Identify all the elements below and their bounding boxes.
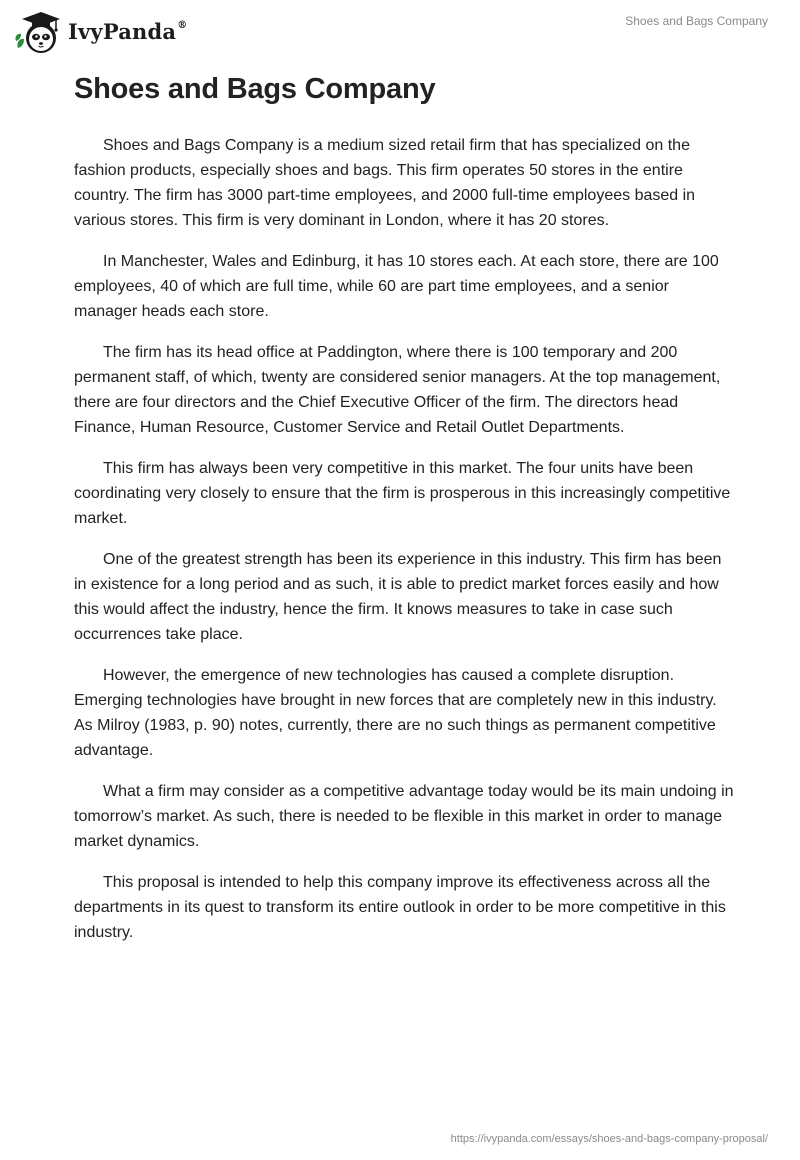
paragraph: This firm has always been very competitive in this market. The four units have been coordinating very closely to ensure that the firm is prosperous in this increasingly competitive market. bbox=[74, 460, 731, 527]
source-url[interactable]: https://ivypanda.com/essays/shoes-and-bags-company-proposal/ bbox=[450, 1133, 768, 1145]
ivypanda-logo[interactable] bbox=[14, 8, 187, 56]
paragraph: One of the greatest strength has been its experience in this industry. This firm has been in existence for a long period and as such, it is able to predict market forces easily and how this would affect the industry, hence the firm. It knows measures to take in case such occurrences take place. bbox=[74, 551, 722, 643]
panda-graduate-icon bbox=[14, 8, 64, 56]
essay-body bbox=[74, 133, 734, 961]
paragraph: What a firm may consider as a competitive advantage today would be its main undoing in tomorrow’s market. As such, there is needed to be flexible in this market in order to manage market dynamics. bbox=[74, 783, 734, 850]
brand-name bbox=[68, 19, 187, 44]
page-header bbox=[0, 0, 800, 60]
running-title: Shoes and Bags Company bbox=[625, 14, 768, 28]
paragraph: However, the emergence of new technologies has caused a complete disruption. Emerging technologies have brought in new forces that are completely new in this industry. As Milroy (1983, p. 90) notes, currently, there are no such things as permanent competitive advantage. bbox=[74, 667, 717, 759]
registered-mark: ® bbox=[177, 19, 188, 31]
paragraph: Shoes and Bags Company is a medium sized retail firm that has specialized on the fashion products, especially shoes and bags. This firm operates 50 stores in the entire country. The firm has 3000 part-time employees, and 2000 full-time employees based in various stores. This firm is very dominant in London, where it has 20 stores. bbox=[74, 137, 696, 229]
paragraph: This proposal is intended to help this company improve its effectiveness across all the departments in its quest to transform its entire outlook in order to be more competitive in this industry. bbox=[74, 874, 726, 941]
brand-name-text: IvyPanda bbox=[68, 18, 177, 44]
page-title: Shoes and Bags Company bbox=[74, 73, 436, 105]
paragraph: The firm has its head office at Paddington, where there is 100 temporary and 200 permanent staff, of which, twenty are considered senior managers. At the top management, there are four directors and the Chief Executive Officer of the firm. The directors head Finance, Human Resource, Customer Service and Retail Outlet Departments. bbox=[74, 344, 721, 436]
paragraph: In Manchester, Wales and Edinburg, it has 10 stores each. At each store, there are 100 employees, 40 of which are full time, while 60 are part time employees, and a senior manager heads each store. bbox=[74, 253, 719, 320]
